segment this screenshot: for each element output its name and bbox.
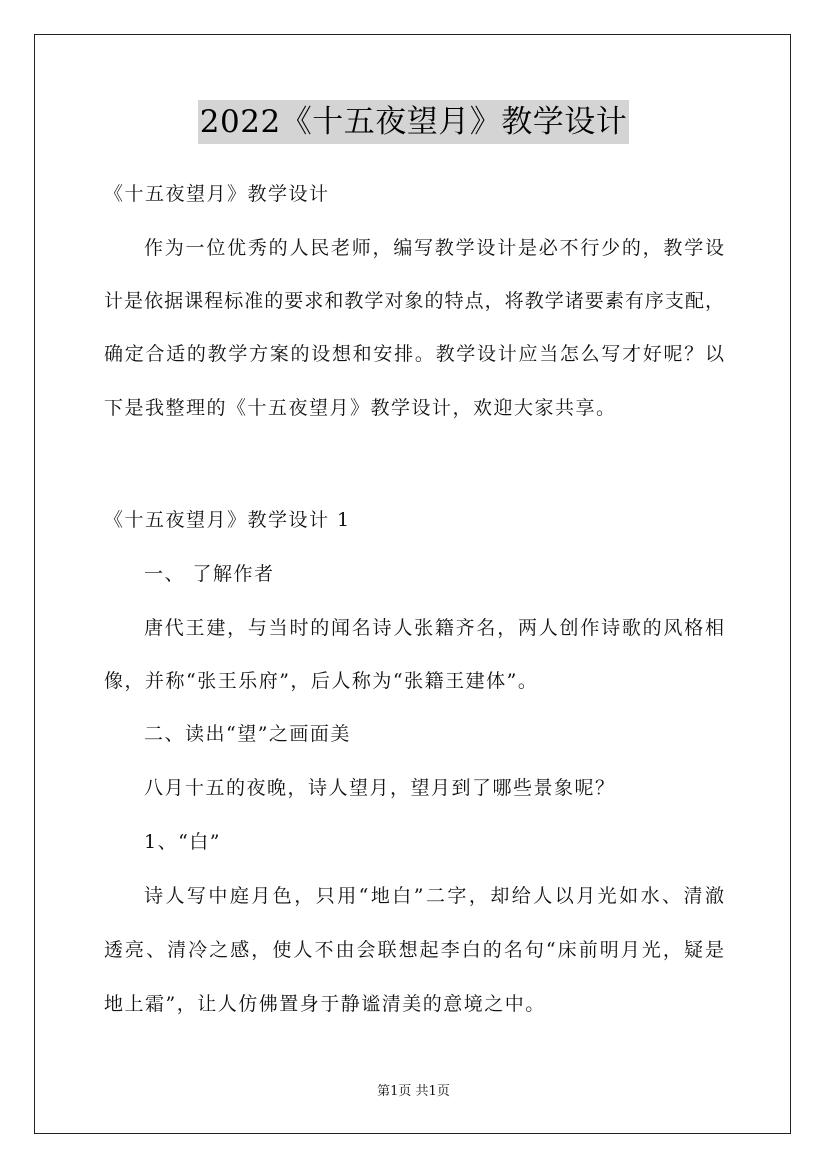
- section-title: 《十五夜望月》教学设计 1: [104, 509, 351, 531]
- title-wrapper: [0, 100, 827, 144]
- point1-line-2: 透亮、清冷之感，使人不由会联想起李白的名句“床前明月光，疑是: [104, 939, 724, 961]
- document-title: 2022《十五夜望月》教学设计: [198, 100, 629, 144]
- point1-line-1: 诗人写中庭月色，只用“地白”二字，却给人以月光如水、清澈: [144, 885, 724, 907]
- part1-line-1: 唐代王建，与当时的闻名诗人张籍齐名，两人创作诗歌的风格相: [144, 617, 724, 639]
- intro-line-1: 作为一位优秀的人民老师，编写教学设计是必不行少的，教学设: [144, 237, 724, 259]
- intro-line-3: 确定合适的教学方案的设想和安排。教学设计应当怎么写才好呢？以: [104, 343, 724, 365]
- part1-heading: 一、 了解作者: [144, 563, 275, 585]
- part1-line-2: 像，并称“张王乐府”，后人称为“张籍王建体”。: [104, 670, 539, 692]
- point1-heading: 1、“白”: [144, 831, 222, 853]
- part2-question: 八月十五的夜晚，诗人望月，望月到了哪些景象呢？: [144, 777, 616, 799]
- point1-line-3: 地上霜”，让人仿佛置身于静谧清美的意境之中。: [104, 993, 546, 1015]
- intro-line-2: 计是依据课程标准的要求和教学对象的特点，将教学诸要素有序支配，: [104, 290, 724, 312]
- part2-heading: 二、读出“望”之画面美: [144, 723, 351, 745]
- intro-line-4: 下是我整理的《十五夜望月》教学设计，欢迎大家共享。: [104, 397, 617, 419]
- document-subtitle: 《十五夜望月》教学设计: [104, 183, 330, 205]
- page-footer: 第1页 共1页: [377, 1084, 450, 1099]
